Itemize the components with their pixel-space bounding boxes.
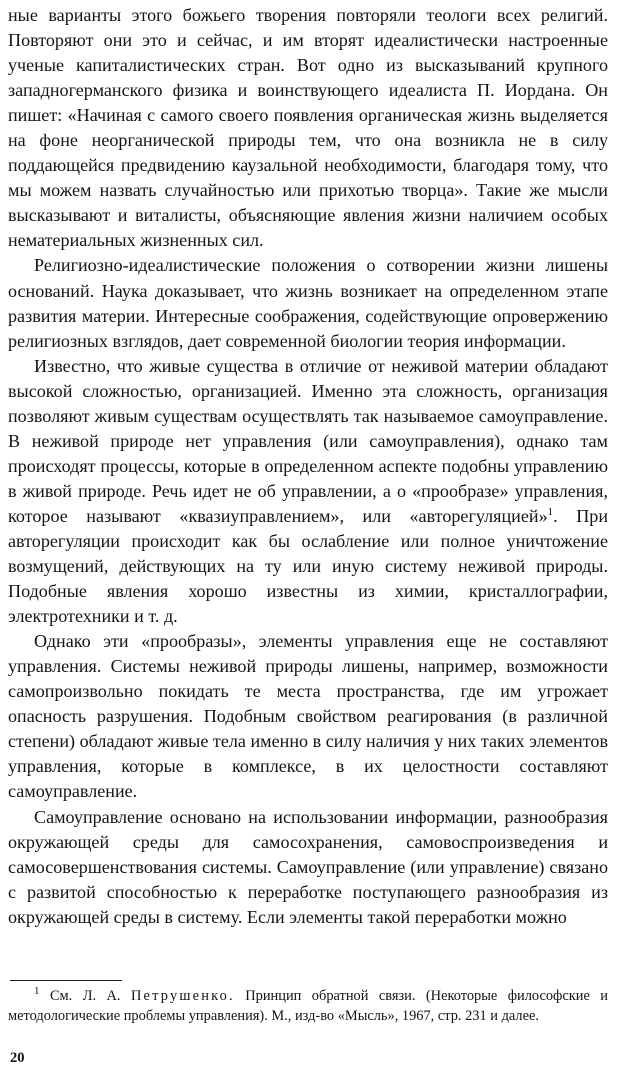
page-number: 20 — [10, 1050, 25, 1066]
paragraph-3-text: Известно, что живые существа в отличие от неживой материи обладают высокой сложностью, организацией. Именно эта сложность, организация позволяют живым существам осуществлять так называемое самоуправление. В неживой природе нет управления (или самоуправления), однако там происходят процессы, которые в определенном аспекте подобны управлению в живой природе. Речь идет не об управлении, а о «прообразе» управления, которое называют «квазиуправлением», или «авторегуляцией» — [8, 355, 608, 526]
footnote-text: Принцип обратной связи. (Некоторые философские и методологические проблемы управления). М., изд-во «Мысль», 1967, стр. 231 и далее. — [8, 988, 608, 1024]
footnote-divider — [10, 980, 122, 981]
paragraph-3 — [8, 354, 608, 630]
paragraph-1: ные варианты этого божьего творения повторяли теологи всех религий. Повторяют они это и сейчас, и им вторят идеалистически настроенные ученые капиталистических стран. Вот одно из высказываний крупного западногерманского физика и воинствующего идеалиста П. Иордана. Он пишет: «Начиная с самого своего появления органическая жизнь выделяется на фоне неорганической природы тем, что она возникла не в силу поддающейся предвидению каузальной необходимости, благодаря тому, что мы можем назвать случайностью или прихотью творца». Такие же мысли высказывают и виталисты, объясняющие явления жизни наличием особых нематериальных жизненных сил. — [8, 5, 608, 251]
footnote-lead: См. Л. А. — [49, 988, 121, 1004]
footnote-reference[interactable]: 1 — [547, 505, 554, 518]
footnote — [8, 987, 608, 1026]
paragraph-3-text-cont: . При авторегуляции происходит как бы ослабление или полное уничтожение возмущений, действующих на ту или иную систему неживой природы. Подобные явления хорошо известны из химии, кристаллографии, электротехники и т. д. — [8, 505, 609, 627]
paragraph-2: Религиозно-идеалистические положения о сотворении жизни лишены оснований. Наука доказывает, что жизнь возникает на определенном этапе развития материи. Интересные соображения, содействующие опровержению религиозных взглядов, дает современной биологии теория информации. — [8, 255, 608, 351]
footnote-author: Петрушенко. — [130, 988, 235, 1004]
main-text — [8, 3, 608, 930]
paragraph-4: Однако эти «прообразы», элементы управления еще не составляют управления. Системы неживой природы лишены, например, возможности самопроизвольно покидать те места пространства, где им угрожает опасность разрушения. Подобным свойством реагирования (в различной степени) обладают живые тела именно в силу наличия у них таких элементов управления, которые в комплексе, в их целостности составляют самоуправление. — [8, 631, 608, 802]
footnote-mark: 1 — [34, 985, 40, 998]
paragraph-5: Самоуправление основано на использовании информации, разнообразия окружающей среды для самосохранения, самовоспроизведения и самосовершенствования системы. Самоуправление (или управление) связано с развитой способностью к переработке поступающего разнообразия из окружающей среды в систему. Если элементы такой переработки можно — [8, 806, 608, 927]
